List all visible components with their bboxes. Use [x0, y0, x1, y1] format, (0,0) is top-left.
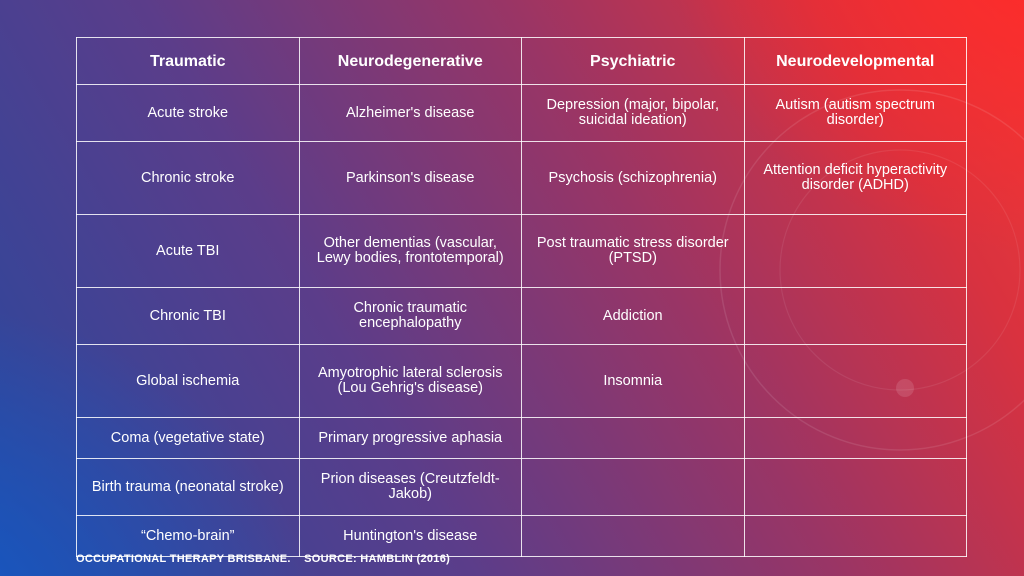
table-row: [77, 288, 967, 345]
table-cell: [744, 459, 967, 516]
table-cell: Psychosis (schizophrenia): [522, 142, 745, 215]
header-neurodevelopmental: Neurodevelopmental: [744, 38, 967, 85]
table-cell: Primary progressive aphasia: [299, 418, 522, 459]
table-cell: [744, 215, 967, 288]
table-cell: Acute TBI: [77, 215, 300, 288]
footer-org: OCCUPATIONAL THERAPY BRISBANE.: [76, 553, 291, 565]
table-cell: [744, 418, 967, 459]
table-cell: Prion diseases (Creutzfeldt-Jakob): [299, 459, 522, 516]
table-cell: [744, 516, 967, 557]
table-cell: Parkinson's disease: [299, 142, 522, 215]
table-cell: [744, 345, 967, 418]
table-cell: Coma (vegetative state): [77, 418, 300, 459]
table-row: [77, 418, 967, 459]
table-cell: Amyotrophic lateral sclerosis (Lou Gehrig's disease): [299, 345, 522, 418]
table-cell: Insomnia: [522, 345, 745, 418]
table-cell: [522, 516, 745, 557]
header-neurodegenerative: Neurodegenerative: [299, 38, 522, 85]
table-cell: Chronic traumatic encephalopathy: [299, 288, 522, 345]
table-cell: Huntington's disease: [299, 516, 522, 557]
table-cell: Acute stroke: [77, 85, 300, 142]
table-cell: Other dementias (vascular, Lewy bodies, frontotemporal): [299, 215, 522, 288]
table-row: [77, 85, 967, 142]
table-cell: [522, 418, 745, 459]
footer-source: SOURCE: HAMBLIN (2016): [304, 553, 451, 565]
table-row: [77, 516, 967, 557]
footer-credit: [76, 553, 450, 565]
table-row: [77, 142, 967, 215]
table-cell: Addiction: [522, 288, 745, 345]
table-header-row: [77, 38, 967, 85]
table-cell: Chronic stroke: [77, 142, 300, 215]
table-cell: Global ischemia: [77, 345, 300, 418]
table-row: [77, 459, 967, 516]
table-row: [77, 215, 967, 288]
table-cell: “Chemo-brain”: [77, 516, 300, 557]
table-cell: Birth trauma (neonatal stroke): [77, 459, 300, 516]
table-cell: Alzheimer's disease: [299, 85, 522, 142]
table-cell: Chronic TBI: [77, 288, 300, 345]
header-psychiatric: Psychiatric: [522, 38, 745, 85]
table-cell: Autism (autism spectrum disorder): [744, 85, 967, 142]
table-cell: Depression (major, bipolar, suicidal ideation): [522, 85, 745, 142]
conditions-table: [76, 37, 967, 557]
table-cell: [522, 459, 745, 516]
table-row: [77, 345, 967, 418]
header-traumatic: Traumatic: [77, 38, 300, 85]
table-cell: Attention deficit hyperactivity disorder (ADHD): [744, 142, 967, 215]
table-cell: [744, 288, 967, 345]
table-cell: Post traumatic stress disorder (PTSD): [522, 215, 745, 288]
